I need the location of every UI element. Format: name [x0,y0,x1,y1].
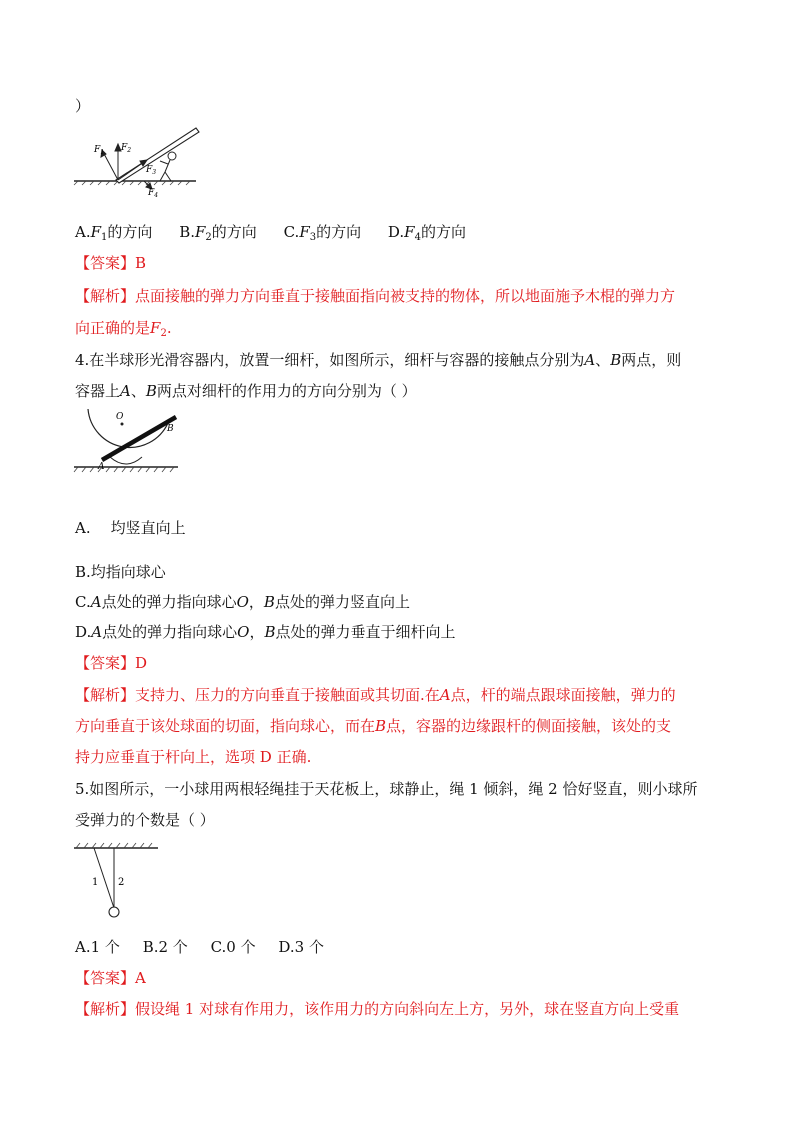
q3-figure [72,122,212,200]
q5-option-d[interactable]: D.3 个 [278,938,324,956]
q4-answer: 【答案】D [75,654,148,672]
q4-option-c[interactable]: C.A点处的弹力指向球心O，B点处的弹力竖直向上 [75,593,410,611]
q4-stem-line1: 4.在半球形光滑容器内，放置一细杆，如图所示，细杆与容器的接触点分别为A、B两点，则 [75,351,682,369]
q5-fig-rope1: 1 [92,877,99,888]
q4-analysis-line3: 持力应垂直于杆向上，选项 D 正确. [75,748,312,766]
q4-fig-b: B [167,424,174,434]
q5-option-b[interactable]: B.2 个 [142,938,188,956]
q4-fig-o: O [116,412,124,422]
q3-fig-f2: $F_2$ [121,143,132,154]
q3-analysis-line2: 向正确的是$F_2$. [75,319,172,339]
q4-fig-a: A [98,462,105,472]
q5-option-c[interactable]: C.0 个 [210,938,256,956]
q5-fig-rope2: 2 [118,877,125,888]
q3-answer: 【答案】B [75,254,147,272]
q5-analysis-line1: 【解析】假设绳 1 对球有作用力，该作用力的方向斜向左上方，另外，球在竖直方向上受重 [75,1000,680,1018]
q5-option-a[interactable]: A.1 个 [75,938,120,956]
q3-fig-f3: $F_3$ [146,165,157,176]
q4-option-d[interactable]: D.A点处的弹力指向球心O，B点处的弹力垂直于细杆向上 [75,623,456,641]
q3-option-d[interactable]: $D.F_4$的方向 [387,223,466,243]
q3-option-a[interactable]: $A.F_1$的方向 [75,223,153,243]
q5-answer: 【答案】A [75,969,146,987]
q3-fig-f1: $F_1$ [94,145,105,156]
q4-option-a[interactable]: A. 均竖直向上 [75,519,186,537]
q5-stem-line1: 5.如图所示，一小球用两根轻绳挂于天花板上，球静止，绳 1 倾斜，绳 2 恰好竖直，则小球所 [75,780,698,798]
q3-analysis-line1: 【解析】点面接触的弹力方向垂直于接触面指向被支持的物体，所以地面施予木棍的弹力方 [75,287,676,305]
q4-analysis-line1: 【解析】支持力、压力的方向垂直于接触面或其切面.在A点，杆的端点跟球面接触，弹力的 [75,686,676,704]
q3-option-b[interactable]: $B.F_2$的方向 [179,223,257,243]
q3-option-c[interactable]: $C.F_3$的方向 [283,223,362,243]
q5-stem-line2: 受弹力的个数是（ ） [75,811,215,829]
q5-options [75,937,342,957]
q4-option-b[interactable]: B.均指向球心 [75,563,166,581]
q4-figure [72,405,182,477]
q4-stem-line2: 容器上A、B两点对细杆的作用力的方向分别为（ ） [75,382,417,400]
q3-stem-tail: ） [75,97,91,115]
q5-figure [72,838,162,922]
q3-fig-f4: $F_4$ [148,188,159,199]
q3-options [75,222,488,242]
q4-analysis-line2: 方向垂直于该处球面的切面，指向球心，而在B点，容器的边缘跟杆的侧面接触，该处的支 [75,717,672,735]
